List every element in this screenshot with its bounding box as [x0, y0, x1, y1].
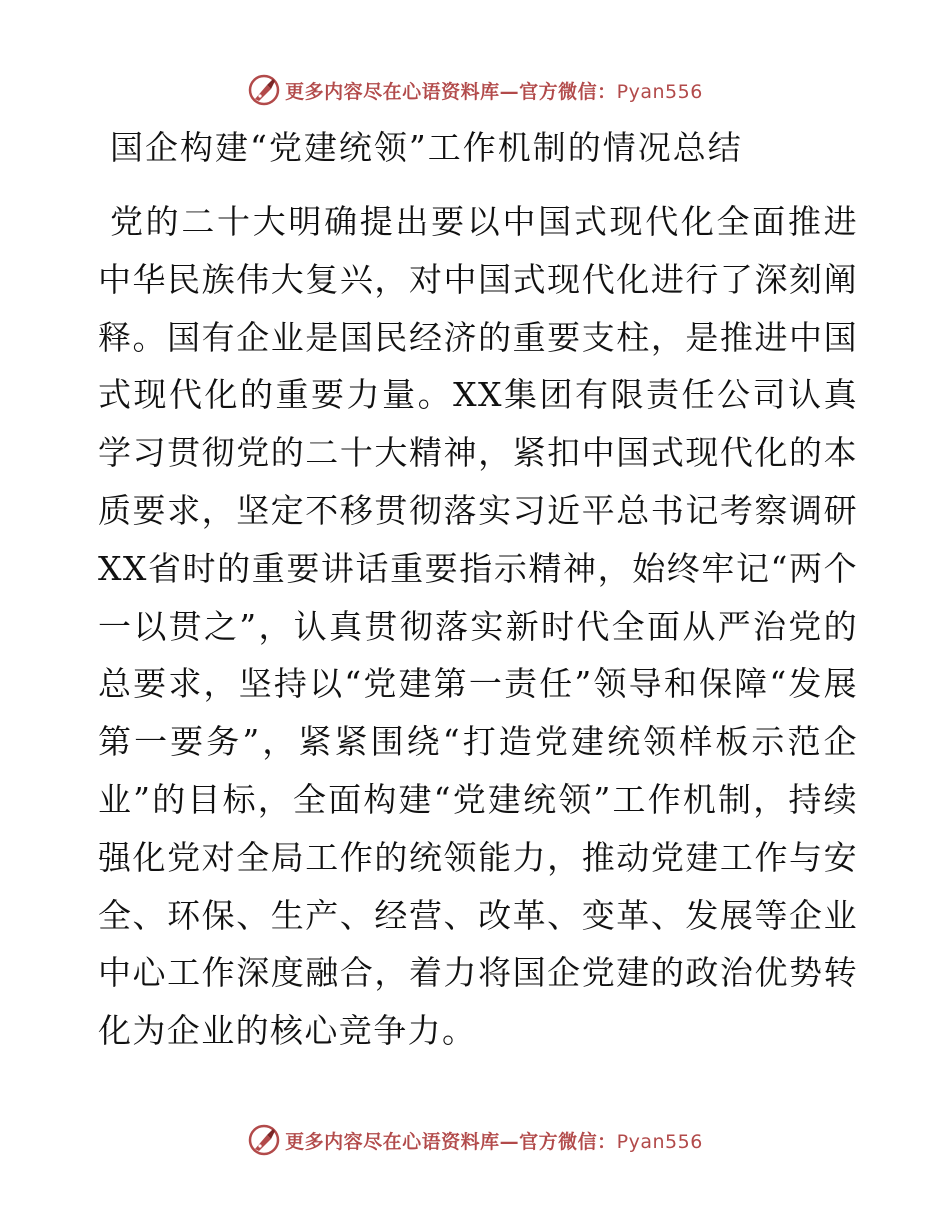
pen-nib-logo-icon: [247, 1123, 281, 1157]
pen-nib-logo-icon: [247, 73, 281, 107]
document-paragraph: 党的二十大明确提出要以中国式现代化全面推进中华民族伟大复兴，对中国式现代化进行了深刻阐释。国有企业是国民经济的重要支柱，是推进中国式现代化的重要力量。XX集团有限责任公司认真学习贯彻党的二十大精神，紧扣中国式现代化的本质要求，坚定不移贯彻落实习近平总书记考察调研XX省时的重要讲话重要指示精神，始终牢记“两个一以贯之”，认真贯彻落实新时代全面从严治党的总要求，坚持以“党建第一责任”领导和保障“发展第一要务”，紧紧围绕“打造党建统领样板示范企业”的目标，全面构建“党建统领”工作机制，持续强化党对全局工作的统领能力，推动党建工作与安全、环保、生产、经营、改革、变革、发展等企业中心工作深度融合，着力将国企党建的政治优势转化为企业的核心竞争力。: [98, 202, 858, 1051]
document-title: 国企构建“党建统领”工作机制的情况总结: [110, 128, 743, 167]
footer-banner-text: [285, 1127, 703, 1154]
header-banner-wechat-id: Pyan556: [616, 80, 703, 103]
footer-banner-label: 更多内容尽在心语资料库—官方微信：: [285, 1130, 617, 1153]
header-banner-label: 更多内容尽在心语资料库—官方微信：: [285, 80, 617, 103]
footer-banner-wechat-id: Pyan556: [616, 1130, 703, 1153]
footer-banner: [0, 1120, 950, 1160]
header-banner: [0, 70, 950, 110]
header-banner-text: [285, 77, 703, 104]
